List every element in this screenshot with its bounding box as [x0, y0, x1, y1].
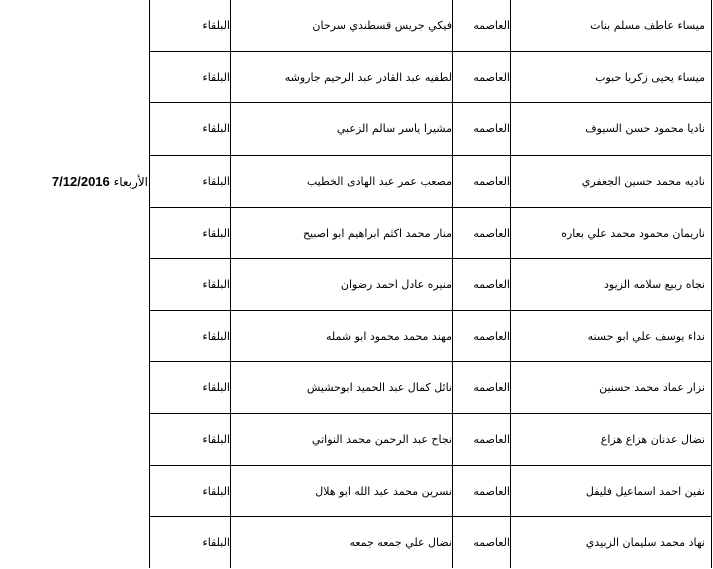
name-cell-right: نجاه ربيع سلامه الزيود: [603, 278, 705, 291]
area-cell: العاصمه: [473, 122, 510, 135]
table-row: [150, 102, 711, 155]
table-row: [150, 310, 711, 363]
table-row: [150, 516, 711, 569]
table-row: [150, 207, 711, 260]
table-row: [150, 361, 711, 414]
area-cell: العاصمه: [473, 536, 510, 549]
name-cell-left: نسرين محمد عبد الله ابو هلال: [315, 485, 452, 498]
name-cell-right: ناريمان محمود محمد علي بعاره: [561, 227, 705, 240]
area-cell: العاصمه: [473, 330, 510, 343]
table-row: [150, 0, 711, 52]
name-cell-right: نهاد محمد سليمان الزبيدي: [585, 536, 705, 549]
area-cell: العاصمه: [473, 381, 510, 394]
name-cell-right: نزار عماد محمد حسنين: [599, 381, 705, 394]
table-row: [150, 155, 711, 208]
name-cell-left: نضال علي جمعه جمعه: [349, 536, 452, 549]
table-row: [150, 413, 711, 466]
session-day-date: [10, 172, 148, 192]
governorate-cell: البلقاء: [202, 175, 230, 188]
governorate-cell: البلقاء: [202, 485, 230, 498]
name-cell-right: نضال عدنان هزاع هزاع: [600, 433, 705, 446]
governorate-cell: البلقاء: [202, 381, 230, 394]
governorate-cell: البلقاء: [202, 227, 230, 240]
name-cell-left: نجاح عبد الرحمن محمد النواتي: [311, 433, 452, 446]
name-cell-right: ناديا محمود حسن السيوف: [585, 122, 705, 135]
area-cell: العاصمه: [473, 71, 510, 84]
session-date: 7/12/2016: [51, 174, 110, 189]
table-row: [150, 51, 711, 104]
table-row: [150, 258, 711, 311]
name-cell-left: لطفيه عبد القادر عبد الرحيم جاروشه: [284, 71, 452, 84]
name-cell-right: ميساء يحيى زكريا حبوب: [595, 71, 705, 84]
name-cell-left: فيكي جريس قسطندي سرحان: [312, 19, 452, 32]
name-cell-right: نفين احمد اسماعيل فليفل: [585, 485, 705, 498]
governorate-cell: البلقاء: [202, 19, 230, 32]
name-cell-left: مشيرا ياسر سالم الزعبي: [336, 122, 452, 135]
name-cell-right: ميساء عاطف مسلم بنات: [590, 19, 705, 32]
governorate-cell: البلقاء: [202, 122, 230, 135]
name-cell-left: نائل كمال عبد الحميد ابوحشيش: [306, 381, 452, 394]
names-table: [149, 0, 712, 568]
governorate-cell: البلقاء: [202, 71, 230, 84]
area-cell: العاصمه: [473, 433, 510, 446]
name-cell-left: منار محمد اكثم ابراهيم ابو اصبيح: [302, 227, 452, 240]
name-cell-right: نداء يوسف علي ابو حسنه: [587, 330, 705, 343]
session-day: الأربعاء: [113, 175, 148, 189]
area-cell: العاصمه: [473, 278, 510, 291]
governorate-cell: البلقاء: [202, 433, 230, 446]
governorate-cell: البلقاء: [202, 330, 230, 343]
area-cell: العاصمه: [473, 175, 510, 188]
area-cell: العاصمه: [473, 227, 510, 240]
governorate-cell: البلقاء: [202, 278, 230, 291]
table-row: [150, 465, 711, 518]
area-cell: العاصمه: [473, 19, 510, 32]
name-cell-left: مهند محمد محمود ابو شمله: [325, 330, 452, 343]
name-cell-left: منيره عادل احمد رضوان: [340, 278, 452, 291]
area-cell: العاصمه: [473, 485, 510, 498]
name-cell-right: ناديه محمد حسين الجعفري: [581, 175, 705, 188]
governorate-cell: البلقاء: [202, 536, 230, 549]
name-cell-left: مصعب عمر عبد الهادى الخطيب: [306, 175, 452, 188]
